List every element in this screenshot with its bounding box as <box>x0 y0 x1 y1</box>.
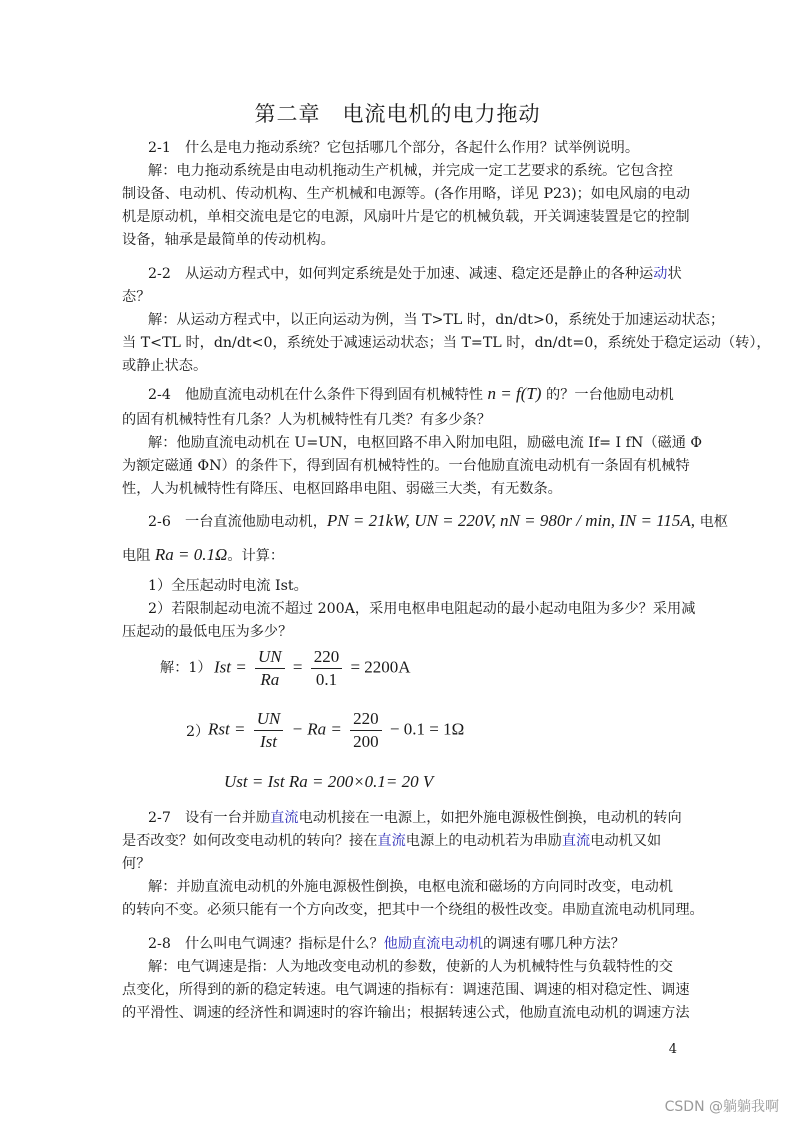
question-2-1: 2-1 什么是电力拖动系统？它包括哪几个部分，各起什么作用？试举例说明。 <box>148 140 640 156</box>
answer-2-2-line1: 解：从运动方程式中，以正向运动为例，当 T>TL 时，dn/dt>0，系统处于加速运动状态； <box>148 312 725 328</box>
answer-2-7-line2: 的转向不变。必须只能有一个方向改变，把其中一个绕组的极性改变。串励直流电动机同理。 <box>122 902 704 918</box>
question-2-4-cont: 的固有机械特性有几条？人为机械特性有几类？有多少条？ <box>122 412 491 428</box>
question-2-6: 2-6 一台直流他励电动机，PN = 21kW, UN = 220V, nN = 980r / min, IN = 115A, 电枢 <box>148 511 728 530</box>
answer-2-4-line2: 为额定磁通 ΦN）的条件下，得到固有机械特性的。一台他励直流电动机有一条固有机械特 <box>122 458 690 474</box>
answer-2-2-line3: 或静止状态。 <box>122 358 208 374</box>
question-2-7-cont: 是否改变？如何改变电动机的转向？接在直流电源上的电动机若为串励直流电动机又如 <box>122 833 662 849</box>
chapter-title: 第二章 电流电机的电力拖动 <box>254 102 541 126</box>
question-2-7-cont2: 何？ <box>122 856 151 872</box>
answer-2-4-line3: 性，人为机械特性有降压、电枢回路串电阻、弱磁三大类，有无数条。 <box>122 481 562 497</box>
answer-2-1-line2: 制设备、电动机、传动机构、生产机械和电源等。(各作用略，详见 P23)；如电风扇的电动 <box>122 186 691 202</box>
csdn-watermark: CSDN @躺躺我啊 <box>664 1099 779 1115</box>
formula-rst: Rst = $\frac{UN}{\text{Ist}}$ − Ra = $\frac{220}{200}$ − 0.1 = 1Ω <box>208 709 465 751</box>
question-2-6-item2-cont: 压起动的最低电压为多少？ <box>122 624 293 640</box>
answer-2-2-line2: 当 T<TL 时，dn/dt<0，系统处于减速运动状态；当 T=TL 时，dn/dt=0，系统处于稳定运动（转）， <box>122 335 771 351</box>
answer-2-1-line4: 设备，轴承是最简单的传动机构。 <box>122 232 335 248</box>
question-2-6-item1: 1）全压起动时电流 Ist。 <box>148 578 308 594</box>
answer-2-8-line3: 的平滑性、调速的经济性和调速时的容许输出；根据转速公式，他励直流电动机的调速方法 <box>122 1005 690 1021</box>
question-2-6-item2: 2）若限制起动电流不超过 200A，采用电枢串电阻起动的最小起动电阻为多少？采用减 <box>148 601 696 617</box>
question-2-6-cont: 电阻 Ra = 0.1Ω。计算： <box>122 545 285 564</box>
page-number: 4 <box>668 1042 677 1057</box>
question-2-7: 2-7 设有一台并励直流电动机接在一电源上，如把外施电源极性倒换，电动机的转向 <box>148 810 682 826</box>
question-2-2: 2-2 从运动方程式中，如何判定系统是处于加速、减速、稳定还是静止的各种运动状 <box>148 266 682 282</box>
question-2-4: 2-4 他励直流电动机在什么条件下得到固有机械特性 n = f(T) 的？一台他励电动机 <box>148 384 674 403</box>
formula-ist: Ist = $\frac{UN}{Ra}$ = $\frac{220}{0.1}$ = 2200A <box>214 647 411 689</box>
answer-2-7-line1: 解：并励直流电动机的外施电源极性倒换，电枢电流和磁场的方向同时改变，电动机 <box>148 879 673 895</box>
formula-ust: Ust = Ist Ra = 200×0.1= 20 V <box>224 772 434 791</box>
solution-label-1: 解：1） <box>160 660 212 676</box>
question-2-8: 2-8 什么叫电气调速？指标是什么？他励直流电动机的调速有哪几种方法？ <box>148 936 625 952</box>
answer-2-4-line1: 解：他励直流电动机在 U=UN，电枢回路不串入附加电阻，励磁电流 If= I fN（磁通 Φ <box>148 435 703 451</box>
solution-label-2: 2） <box>186 724 210 740</box>
answer-2-1-line3: 机是原动机，单相交流电是它的电源，风扇叶片是它的机械负载，开关调速装置是它的控制 <box>122 209 690 225</box>
answer-2-8-line1: 解：电气调速是指：人为地改变电动机的参数，使新的人为机械特性与负载特性的交 <box>148 959 673 975</box>
question-2-2-cont: 态？ <box>122 289 151 305</box>
answer-2-8-line2: 点变化，所得到的新的稳定转速。电气调速的指标有：调速范围、调速的相对稳定性、调速 <box>122 982 690 998</box>
answer-2-1-line1: 解：电力拖动系统是由电动机拖动生产机械，并完成一定工艺要求的系统。它包含控 <box>148 163 673 179</box>
